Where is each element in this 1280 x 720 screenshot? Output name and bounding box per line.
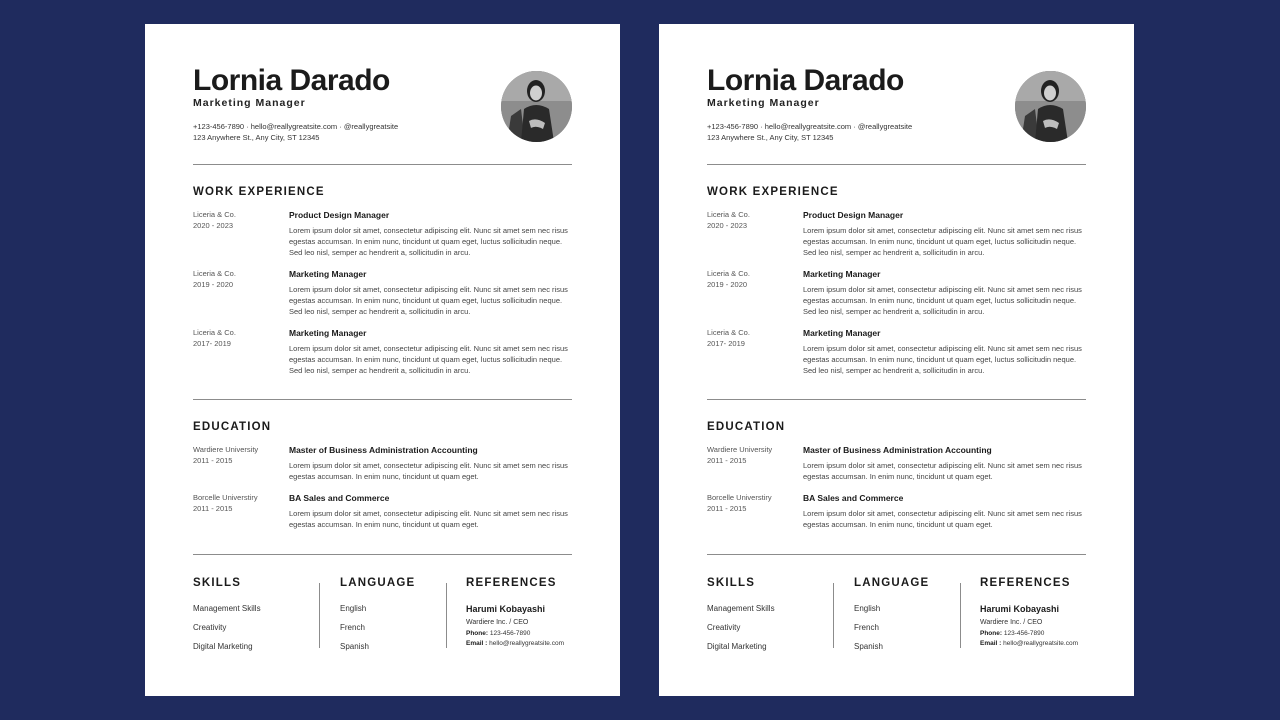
work-title: Marketing Manager bbox=[289, 269, 367, 279]
skill-item: Creativity bbox=[193, 623, 227, 632]
work-period: 2017- 2019 bbox=[193, 339, 231, 348]
section-title-work: WORK EXPERIENCE bbox=[193, 186, 325, 198]
education-school: Wardiere University bbox=[193, 445, 259, 454]
education-period: 2011 - 2015 bbox=[707, 504, 747, 513]
address-line: 123 Anywhere St., Any City, ST 12345 bbox=[707, 133, 834, 142]
work-period: 2020 - 2023 bbox=[193, 221, 234, 230]
skills-column bbox=[193, 577, 313, 651]
work-period: 2017- 2019 bbox=[707, 339, 745, 348]
resume-page-left bbox=[145, 24, 620, 696]
resume-role: Marketing Manager bbox=[193, 97, 306, 109]
phone-label: Phone: bbox=[466, 630, 489, 637]
reference-company: Wardiere Inc. / CEO bbox=[980, 619, 1043, 626]
language-item: French bbox=[340, 623, 365, 632]
references-column bbox=[980, 577, 1090, 647]
work-description: Lorem ipsum dolor sit amet, consectetur adipiscing elit. Nunc sit amet sem nec risus egestas accumsan. In enim nunc, tincidunt ut quam eget, luctus sollicitudin neque. Sed leo nisl, semper ac hendrerit a, sollicitudin in arcu. bbox=[803, 285, 1082, 316]
section-title-education: EDUCATION bbox=[193, 421, 272, 433]
education-period: 2011 - 2015 bbox=[193, 504, 233, 513]
divider bbox=[707, 554, 1086, 555]
resume-name: Lornia Darado bbox=[193, 64, 390, 97]
reference-name: Harumi Kobayashi bbox=[980, 604, 1060, 614]
section-title-skills: SKILLS bbox=[193, 577, 242, 589]
email-value: hello@reallygreatsite.com bbox=[1003, 640, 1079, 647]
work-title: Product Design Manager bbox=[289, 210, 390, 220]
work-description: Lorem ipsum dolor sit amet, consectetur adipiscing elit. Nunc sit amet sem nec risus egestas accumsan. In enim nunc, tincidunt ut quam eget, luctus sollicitudin neque. Sed leo nisl, semper ac hendrerit a, sollicitudin in arcu. bbox=[803, 344, 1082, 375]
work-org: Liceria & Co. bbox=[193, 210, 236, 219]
language-item: French bbox=[854, 623, 879, 632]
column-divider bbox=[960, 583, 961, 648]
profile-photo bbox=[1015, 71, 1086, 142]
phone-value: 123-456-7890 bbox=[1003, 630, 1045, 637]
work-description: Lorem ipsum dolor sit amet, consectetur adipiscing elit. Nunc sit amet sem nec risus egestas accumsan. In enim nunc, tincidunt ut quam eget, luctus sollicitudin neque. Sed leo nisl, semper ac hendrerit a, sollicitudin in arcu. bbox=[803, 226, 1082, 257]
skills-column bbox=[707, 577, 827, 651]
education-degree: Master of Business Administration Accounting bbox=[289, 445, 478, 455]
work-description: Lorem ipsum dolor sit amet, consectetur adipiscing elit. Nunc sit amet sem nec risus egestas accumsan. In enim nunc, tincidunt ut quam eget, luctus sollicitudin neque. Sed leo nisl, semper ac hendrerit a, sollicitudin in arcu. bbox=[289, 285, 568, 316]
education-period: 2011 - 2015 bbox=[193, 456, 233, 465]
phone-label: Phone: bbox=[980, 630, 1003, 637]
education-school: Wardiere University bbox=[707, 445, 773, 454]
section-title-language: LANGUAGE bbox=[854, 577, 930, 589]
resume-name: Lornia Darado bbox=[707, 64, 904, 97]
section-title-references: REFERENCES bbox=[980, 577, 1071, 589]
section-title-language: LANGUAGE bbox=[340, 577, 416, 589]
work-title: Marketing Manager bbox=[289, 328, 367, 338]
resume-page-right bbox=[659, 24, 1134, 696]
education-school: Borcelle Universtiry bbox=[707, 493, 772, 502]
divider bbox=[707, 399, 1086, 400]
education-description: Lorem ipsum dolor sit amet, consectetur adipiscing elit. Nunc sit amet sem nec risus egestas accumsan. In enim nunc, tincidunt ut quam eget. bbox=[289, 509, 568, 529]
reference-phone bbox=[466, 630, 530, 637]
education-period: 2011 - 2015 bbox=[707, 456, 747, 465]
work-org: Liceria & Co. bbox=[193, 269, 236, 278]
skill-item: Digital Marketing bbox=[193, 642, 253, 651]
education-degree: Master of Business Administration Accounting bbox=[803, 445, 992, 455]
divider bbox=[707, 164, 1086, 165]
phone-value: 123-456-7890 bbox=[489, 630, 531, 637]
reference-company: Wardiere Inc. / CEO bbox=[466, 619, 529, 626]
contact-line: +123-456-7890 · hello@reallygreatsite.com · @reallygreatsite bbox=[193, 122, 399, 131]
email-value: hello@reallygreatsite.com bbox=[489, 640, 565, 647]
profile-photo bbox=[501, 71, 572, 142]
work-org: Liceria & Co. bbox=[707, 269, 750, 278]
email-label: Email : bbox=[980, 640, 1002, 647]
email-label: Email : bbox=[466, 640, 488, 647]
column-divider bbox=[319, 583, 320, 648]
divider bbox=[193, 399, 572, 400]
column-divider bbox=[833, 583, 834, 648]
work-period: 2020 - 2023 bbox=[707, 221, 748, 230]
reference-phone bbox=[980, 630, 1044, 637]
work-org: Liceria & Co. bbox=[707, 210, 750, 219]
reference-email bbox=[466, 640, 564, 647]
section-title-skills: SKILLS bbox=[707, 577, 756, 589]
work-org: Liceria & Co. bbox=[193, 328, 236, 337]
divider bbox=[193, 164, 572, 165]
section-title-references: REFERENCES bbox=[466, 577, 557, 589]
work-period: 2019 - 2020 bbox=[193, 280, 234, 289]
work-description: Lorem ipsum dolor sit amet, consectetur adipiscing elit. Nunc sit amet sem nec risus egestas accumsan. In enim nunc, tincidunt ut quam eget, luctus sollicitudin neque. Sed leo nisl, semper ac hendrerit a, sollicitudin in arcu. bbox=[289, 226, 568, 257]
reference-email bbox=[980, 640, 1078, 647]
work-title: Marketing Manager bbox=[803, 328, 881, 338]
work-description: Lorem ipsum dolor sit amet, consectetur adipiscing elit. Nunc sit amet sem nec risus egestas accumsan. In enim nunc, tincidunt ut quam eget, luctus sollicitudin neque. Sed leo nisl, semper ac hendrerit a, sollicitudin in arcu. bbox=[289, 344, 568, 375]
language-item: English bbox=[340, 604, 367, 613]
language-column bbox=[854, 577, 954, 651]
skill-item: Management Skills bbox=[707, 604, 775, 613]
language-column bbox=[340, 577, 440, 651]
education-school: Borcelle Universtiry bbox=[193, 493, 258, 502]
references-column bbox=[466, 577, 576, 647]
education-description: Lorem ipsum dolor sit amet, consectetur adipiscing elit. Nunc sit amet sem nec risus egestas accumsan. In enim nunc, tincidunt ut quam eget. bbox=[803, 461, 1082, 481]
education-degree: BA Sales and Commerce bbox=[803, 493, 904, 503]
column-divider bbox=[446, 583, 447, 648]
work-title: Marketing Manager bbox=[803, 269, 881, 279]
education-description: Lorem ipsum dolor sit amet, consectetur adipiscing elit. Nunc sit amet sem nec risus egestas accumsan. In enim nunc, tincidunt ut quam eget. bbox=[803, 509, 1082, 529]
education-description: Lorem ipsum dolor sit amet, consectetur adipiscing elit. Nunc sit amet sem nec risus egestas accumsan. In enim nunc, tincidunt ut quam eget. bbox=[289, 461, 568, 481]
skill-item: Management Skills bbox=[193, 604, 261, 613]
work-period: 2019 - 2020 bbox=[707, 280, 748, 289]
divider bbox=[193, 554, 572, 555]
reference-name: Harumi Kobayashi bbox=[466, 604, 546, 614]
skill-item: Digital Marketing bbox=[707, 642, 767, 651]
education-degree: BA Sales and Commerce bbox=[289, 493, 390, 503]
resume-role: Marketing Manager bbox=[707, 97, 820, 109]
contact-line: +123-456-7890 · hello@reallygreatsite.com · @reallygreatsite bbox=[707, 122, 913, 131]
language-item: Spanish bbox=[340, 642, 369, 651]
language-item: English bbox=[854, 604, 881, 613]
section-title-education: EDUCATION bbox=[707, 421, 786, 433]
language-item: Spanish bbox=[854, 642, 883, 651]
skill-item: Creativity bbox=[707, 623, 741, 632]
work-org: Liceria & Co. bbox=[707, 328, 750, 337]
section-title-work: WORK EXPERIENCE bbox=[707, 186, 839, 198]
address-line: 123 Anywhere St., Any City, ST 12345 bbox=[193, 133, 320, 142]
work-title: Product Design Manager bbox=[803, 210, 904, 220]
